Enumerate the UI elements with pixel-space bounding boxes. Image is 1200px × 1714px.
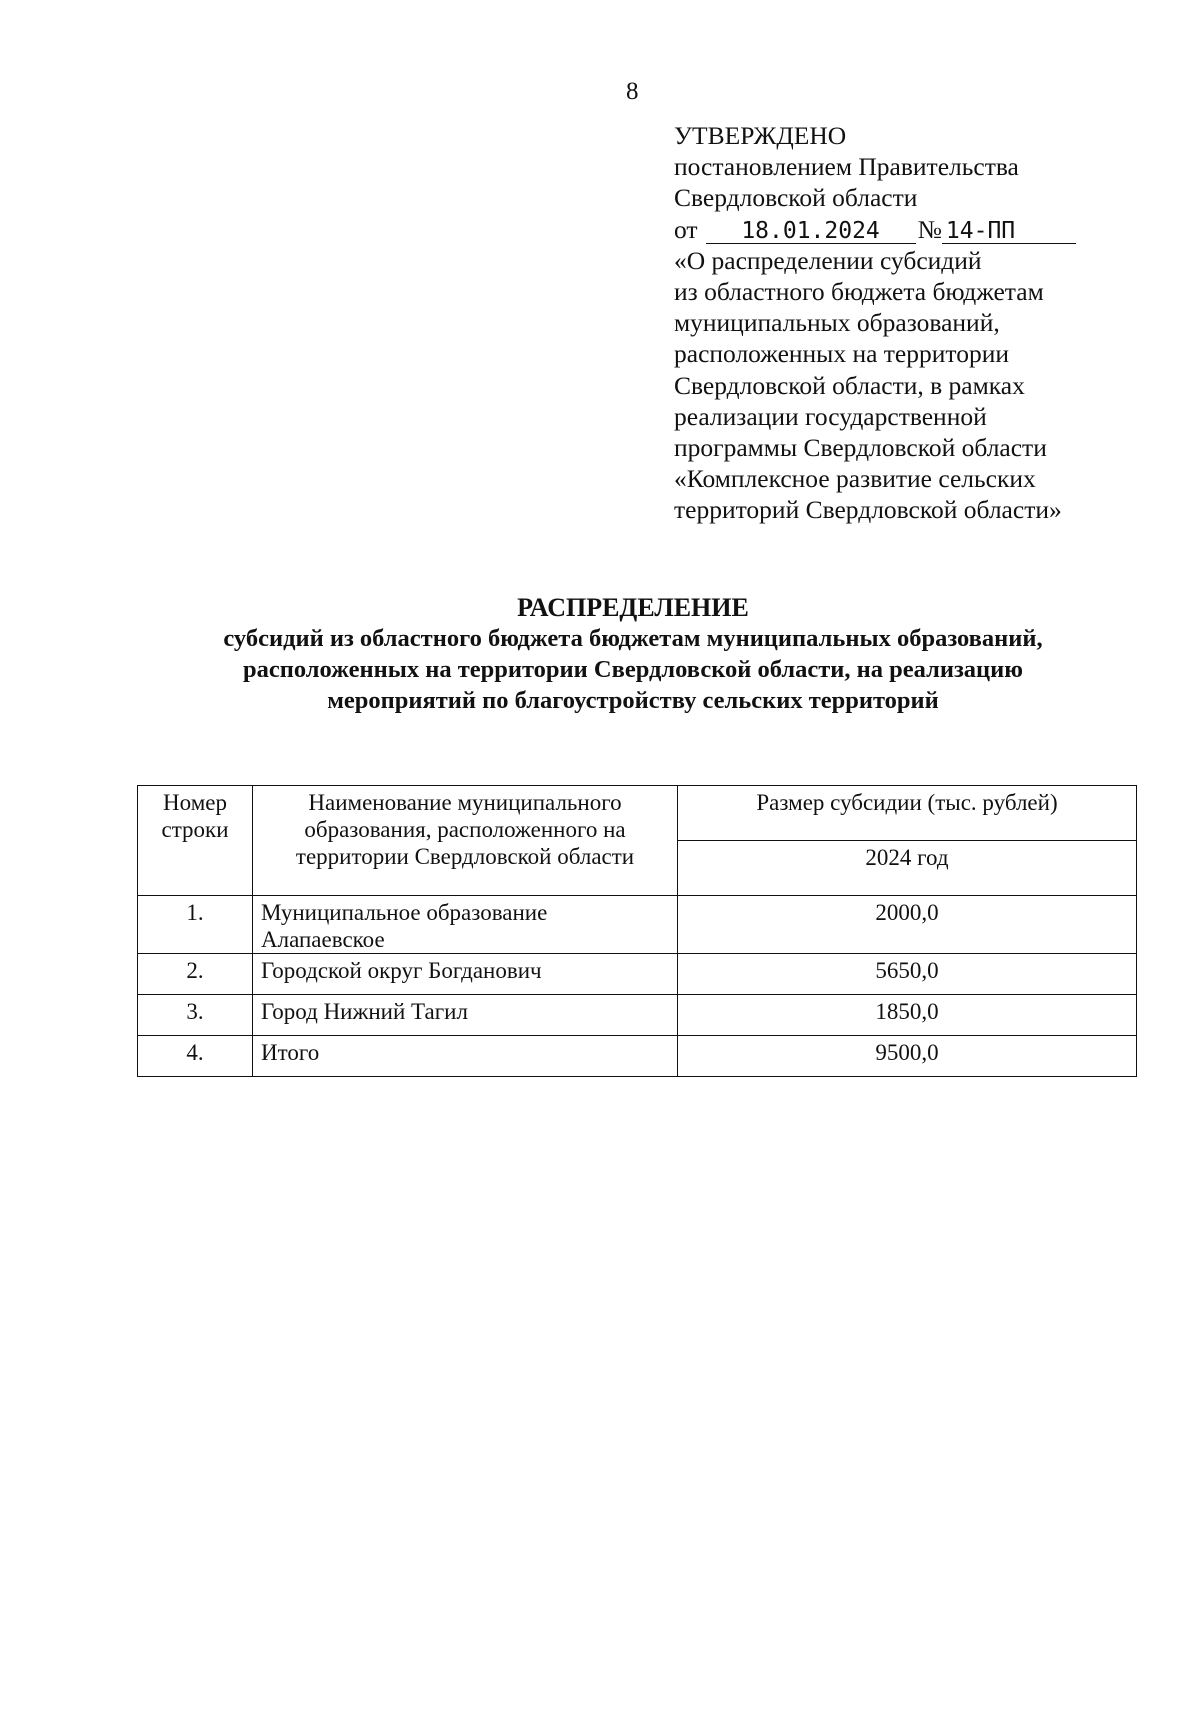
table-row [138,954,1137,995]
row-number: 1. [138,896,253,954]
row-value: 2000,0 [678,896,1137,954]
heading-title: РАСПРЕДЕЛЕНИЕ [517,593,749,622]
number-prefix: № [917,214,942,244]
subject-line: муниципальных образований, [674,308,1000,338]
table-row-total [138,1036,1137,1077]
subject-line: расположенных на территории [674,339,1009,369]
header-amount: Размер субсидии (тыс. рублей) [678,786,1137,841]
table-header-row [138,786,1137,841]
header-year: 2024 год [678,841,1137,896]
header-name: Наименование муниципального образования, расположенного на территории Свердловской области [253,786,678,896]
subject-line: программы Свердловской области [674,433,1047,463]
row-name: Городской округ Богданович [253,954,678,995]
subject-line: Свердловской области, в рамках [674,370,1025,400]
heading-subtitle-line: расположенных на территории Свердловской области, на реализацию [242,656,1024,683]
table-row [138,896,1137,954]
row-value: 5650,0 [678,954,1137,995]
date-prefix: от [674,214,698,244]
decree-number: 14-ПП [942,219,1076,244]
row-value: 9500,0 [678,1036,1137,1077]
approval-line: постановлением Правительства [674,152,1019,182]
row-name: Муниципальное образование Алапаевское [253,896,678,954]
row-name: Город Нижний Тагил [253,995,678,1036]
subject-line: территорий Свердловской области» [674,495,1062,525]
decree-date-number [674,214,1154,245]
decree-date: 18.01.2024 [706,219,916,244]
heading-subtitle-line: мероприятий по благоустройству сельских территорий [327,687,939,714]
page-number: 8 [626,78,639,105]
row-number: 2. [138,954,253,995]
approval-stamp [674,120,1154,526]
subject-line: из областного бюджета бюджетам [674,277,1044,307]
row-value: 1850,0 [678,995,1137,1036]
header-number: Номер строки [138,786,253,896]
row-number: 3. [138,995,253,1036]
distribution-table [137,785,1137,1077]
table-row [138,995,1137,1036]
subject-line: реализации государственной [674,401,987,431]
subject-line: «Комплексное развитие сельских [674,464,1036,494]
row-name: Итого [253,1036,678,1077]
subject-line: «О распределении субсидий [674,245,982,275]
heading-subtitle-line: субсидий из областного бюджета бюджетам муниципальных образований, [223,625,1043,652]
document-heading [100,592,1166,716]
row-number: 4. [138,1036,253,1077]
approval-line: Свердловской области [674,183,918,213]
approval-title: УТВЕРЖДЕНО [674,121,847,150]
